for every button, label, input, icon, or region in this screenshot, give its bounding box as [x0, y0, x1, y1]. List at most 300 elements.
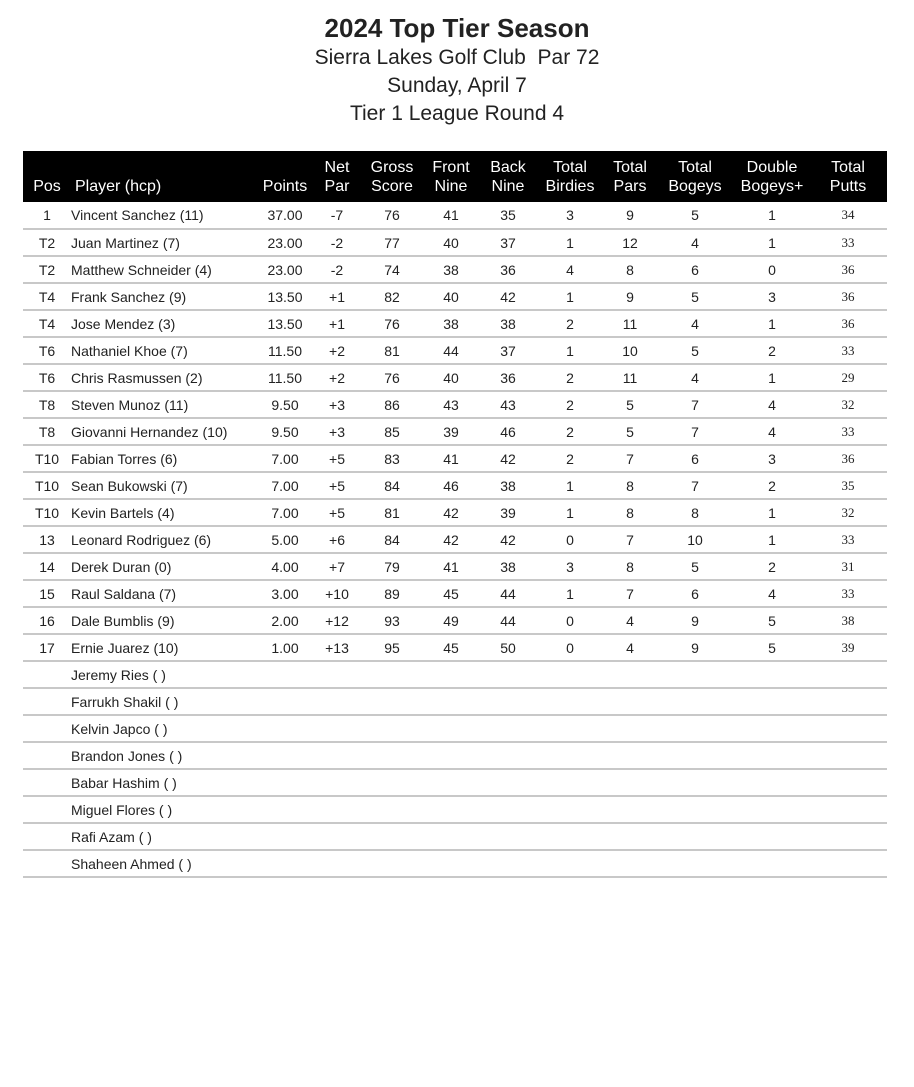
- back-nine-cell: [481, 823, 535, 850]
- points-cell: 11.50: [259, 337, 311, 364]
- pos-cell: 16: [23, 607, 71, 634]
- header-player: Player (hcp): [75, 178, 162, 195]
- gross-score-cell: [363, 850, 421, 877]
- bogeys-cell: 10: [655, 526, 735, 553]
- back-nine-cell: [481, 715, 535, 742]
- pos-cell: T6: [23, 364, 71, 391]
- double-bogeys-cell: 1: [735, 229, 809, 256]
- putts-cell: 33: [809, 418, 887, 445]
- net-par-cell: [311, 823, 363, 850]
- pos-cell: T6: [23, 337, 71, 364]
- double-bogeys-cell: 1: [735, 499, 809, 526]
- putts-cell: 31: [809, 553, 887, 580]
- putts-cell: 33: [809, 526, 887, 553]
- double-bogeys-cell: [735, 850, 809, 877]
- table-row: [23, 526, 887, 553]
- points-cell: 37.00: [259, 202, 311, 229]
- bogeys-cell: [655, 688, 735, 715]
- back-nine-cell: 38: [481, 472, 535, 499]
- double-bogeys-cell: 4: [735, 391, 809, 418]
- table-row: [23, 823, 887, 850]
- points-cell: 23.00: [259, 229, 311, 256]
- header-pos: Pos: [33, 178, 61, 195]
- double-bogeys-cell: 2: [735, 337, 809, 364]
- birdies-cell: 1: [535, 229, 605, 256]
- birdies-cell: [535, 688, 605, 715]
- birdies-cell: 2: [535, 391, 605, 418]
- bogeys-cell: [655, 850, 735, 877]
- back-nine-cell: 46: [481, 418, 535, 445]
- net-par-cell: +3: [311, 418, 363, 445]
- bogeys-cell: 5: [655, 202, 735, 229]
- player-cell: Rafi Azam ( ): [71, 823, 259, 850]
- pars-cell: 5: [605, 418, 655, 445]
- pars-cell: 5: [605, 391, 655, 418]
- player-cell: Miguel Flores ( ): [71, 796, 259, 823]
- birdies-cell: [535, 715, 605, 742]
- points-cell: 9.50: [259, 391, 311, 418]
- header-total-putts: Total Putts: [829, 159, 867, 195]
- double-bogeys-cell: 5: [735, 634, 809, 661]
- back-nine-cell: 37: [481, 337, 535, 364]
- bogeys-cell: 4: [655, 310, 735, 337]
- table-row: [23, 553, 887, 580]
- pos-cell: T10: [23, 472, 71, 499]
- table-row: [23, 283, 887, 310]
- pos-cell: T8: [23, 418, 71, 445]
- pars-cell: 10: [605, 337, 655, 364]
- table-row: [23, 202, 887, 229]
- back-nine-cell: 42: [481, 283, 535, 310]
- player-cell: Matthew Schneider (4): [71, 256, 259, 283]
- bogeys-cell: 7: [655, 472, 735, 499]
- course-name: Sierra Lakes Golf Club Par 72: [314, 46, 600, 69]
- back-nine-cell: 42: [481, 526, 535, 553]
- front-nine-cell: 42: [421, 526, 481, 553]
- gross-score-cell: 82: [363, 283, 421, 310]
- putts-cell: 33: [809, 229, 887, 256]
- pos-cell: 17: [23, 634, 71, 661]
- gross-score-cell: [363, 769, 421, 796]
- bogeys-cell: 7: [655, 391, 735, 418]
- pars-cell: 7: [605, 445, 655, 472]
- double-bogeys-cell: 3: [735, 445, 809, 472]
- points-cell: 13.50: [259, 283, 311, 310]
- table-body: [23, 202, 887, 877]
- player-cell: Vincent Sanchez (11): [71, 202, 259, 229]
- player-cell: Nathaniel Khoe (7): [71, 337, 259, 364]
- birdies-cell: [535, 661, 605, 688]
- bogeys-cell: 9: [655, 607, 735, 634]
- pars-cell: 8: [605, 472, 655, 499]
- front-nine-cell: 40: [421, 229, 481, 256]
- back-nine-cell: 42: [481, 445, 535, 472]
- pos-cell: T4: [23, 283, 71, 310]
- table-row: [23, 634, 887, 661]
- player-cell: Ernie Juarez (10): [71, 634, 259, 661]
- table-row: [23, 580, 887, 607]
- points-cell: 3.00: [259, 580, 311, 607]
- front-nine-cell: [421, 796, 481, 823]
- pos-cell: [23, 769, 71, 796]
- double-bogeys-cell: 1: [735, 310, 809, 337]
- double-bogeys-cell: [735, 742, 809, 769]
- double-bogeys-cell: 2: [735, 553, 809, 580]
- pars-cell: 11: [605, 310, 655, 337]
- putts-cell: 34: [809, 202, 887, 229]
- front-nine-cell: 41: [421, 445, 481, 472]
- pars-cell: 7: [605, 580, 655, 607]
- table-row: [23, 256, 887, 283]
- front-nine-cell: 40: [421, 283, 481, 310]
- pars-cell: 7: [605, 526, 655, 553]
- putts-cell: [809, 688, 887, 715]
- bogeys-cell: 5: [655, 553, 735, 580]
- putts-cell: [809, 823, 887, 850]
- bogeys-cell: 9: [655, 634, 735, 661]
- back-nine-cell: [481, 742, 535, 769]
- birdies-cell: 3: [535, 553, 605, 580]
- table-row: [23, 715, 887, 742]
- back-nine-cell: [481, 661, 535, 688]
- birdies-cell: 1: [535, 472, 605, 499]
- net-par-cell: +13: [311, 634, 363, 661]
- net-par-cell: +5: [311, 472, 363, 499]
- pars-cell: [605, 688, 655, 715]
- report-header: [0, 12, 914, 128]
- putts-cell: 36: [809, 445, 887, 472]
- player-cell: Babar Hashim ( ): [71, 769, 259, 796]
- table-row: [23, 607, 887, 634]
- player-cell: Steven Munoz (11): [71, 391, 259, 418]
- birdies-cell: 3: [535, 202, 605, 229]
- pars-cell: [605, 742, 655, 769]
- gross-score-cell: 93: [363, 607, 421, 634]
- player-cell: Chris Rasmussen (2): [71, 364, 259, 391]
- double-bogeys-cell: 0: [735, 256, 809, 283]
- front-nine-cell: 42: [421, 499, 481, 526]
- front-nine-cell: 49: [421, 607, 481, 634]
- table-row: [23, 472, 887, 499]
- table-row: [23, 337, 887, 364]
- player-cell: Raul Saldana (7): [71, 580, 259, 607]
- front-nine-cell: 45: [421, 580, 481, 607]
- net-par-cell: +2: [311, 337, 363, 364]
- putts-cell: [809, 715, 887, 742]
- back-nine-cell: 39: [481, 499, 535, 526]
- gross-score-cell: 84: [363, 526, 421, 553]
- gross-score-cell: 76: [363, 364, 421, 391]
- header-total-bogeys: Total Bogeys: [668, 159, 722, 195]
- birdies-cell: 1: [535, 580, 605, 607]
- pars-cell: 4: [605, 607, 655, 634]
- round-date: Sunday, April 7: [387, 74, 527, 97]
- front-nine-cell: 41: [421, 202, 481, 229]
- front-nine-cell: [421, 715, 481, 742]
- double-bogeys-cell: [735, 715, 809, 742]
- birdies-cell: [535, 850, 605, 877]
- bogeys-cell: [655, 823, 735, 850]
- double-bogeys-cell: 5: [735, 607, 809, 634]
- front-nine-cell: [421, 769, 481, 796]
- putts-cell: 39: [809, 634, 887, 661]
- putts-cell: [809, 742, 887, 769]
- birdies-cell: [535, 769, 605, 796]
- front-nine-cell: 38: [421, 310, 481, 337]
- table-row: [23, 445, 887, 472]
- gross-score-cell: 84: [363, 472, 421, 499]
- gross-score-cell: [363, 796, 421, 823]
- double-bogeys-cell: 4: [735, 418, 809, 445]
- double-bogeys-cell: [735, 661, 809, 688]
- pos-cell: [23, 796, 71, 823]
- pars-cell: 8: [605, 256, 655, 283]
- net-par-cell: [311, 742, 363, 769]
- points-cell: 1.00: [259, 634, 311, 661]
- net-par-cell: +7: [311, 553, 363, 580]
- double-bogeys-cell: 4: [735, 580, 809, 607]
- points-cell: 13.50: [259, 310, 311, 337]
- gross-score-cell: 95: [363, 634, 421, 661]
- front-nine-cell: 44: [421, 337, 481, 364]
- pars-cell: [605, 769, 655, 796]
- table-row: [23, 364, 887, 391]
- birdies-cell: 1: [535, 337, 605, 364]
- player-cell: Kevin Bartels (4): [71, 499, 259, 526]
- points-cell: 7.00: [259, 499, 311, 526]
- net-par-cell: +1: [311, 283, 363, 310]
- player-cell: Brandon Jones ( ): [71, 742, 259, 769]
- double-bogeys-cell: [735, 823, 809, 850]
- back-nine-cell: 35: [481, 202, 535, 229]
- table-row: [23, 391, 887, 418]
- table-row: [23, 310, 887, 337]
- front-nine-cell: [421, 742, 481, 769]
- double-bogeys-cell: 2: [735, 472, 809, 499]
- table-row: [23, 688, 887, 715]
- gross-score-cell: [363, 661, 421, 688]
- birdies-cell: 0: [535, 634, 605, 661]
- double-bogeys-cell: 1: [735, 526, 809, 553]
- putts-cell: 38: [809, 607, 887, 634]
- report-title: 2024 Top Tier Season: [324, 13, 590, 43]
- bogeys-cell: 6: [655, 256, 735, 283]
- front-nine-cell: [421, 661, 481, 688]
- pars-cell: 12: [605, 229, 655, 256]
- pos-cell: [23, 715, 71, 742]
- putts-cell: 32: [809, 499, 887, 526]
- table-row: [23, 850, 887, 877]
- player-cell: Shaheen Ahmed ( ): [71, 850, 259, 877]
- pars-cell: 9: [605, 202, 655, 229]
- pos-cell: [23, 688, 71, 715]
- front-nine-cell: [421, 850, 481, 877]
- pos-cell: [23, 742, 71, 769]
- pars-cell: [605, 850, 655, 877]
- gross-score-cell: 74: [363, 256, 421, 283]
- bogeys-cell: 6: [655, 445, 735, 472]
- net-par-cell: [311, 661, 363, 688]
- pos-cell: T4: [23, 310, 71, 337]
- player-cell: Farrukh Shakil ( ): [71, 688, 259, 715]
- bogeys-cell: 5: [655, 283, 735, 310]
- bogeys-cell: 5: [655, 337, 735, 364]
- front-nine-cell: [421, 688, 481, 715]
- gross-score-cell: 89: [363, 580, 421, 607]
- gross-score-cell: [363, 688, 421, 715]
- points-cell: [259, 715, 311, 742]
- putts-cell: 32: [809, 391, 887, 418]
- points-cell: 2.00: [259, 607, 311, 634]
- pos-cell: [23, 823, 71, 850]
- net-par-cell: +2: [311, 364, 363, 391]
- birdies-cell: 2: [535, 310, 605, 337]
- birdies-cell: [535, 742, 605, 769]
- header-front-nine: Front Nine: [432, 159, 470, 195]
- net-par-cell: [311, 769, 363, 796]
- putts-cell: 35: [809, 472, 887, 499]
- gross-score-cell: 86: [363, 391, 421, 418]
- net-par-cell: [311, 850, 363, 877]
- points-cell: [259, 769, 311, 796]
- pos-cell: T2: [23, 229, 71, 256]
- net-par-cell: [311, 715, 363, 742]
- pars-cell: 11: [605, 364, 655, 391]
- bogeys-cell: [655, 715, 735, 742]
- bogeys-cell: [655, 661, 735, 688]
- bogeys-cell: 7: [655, 418, 735, 445]
- front-nine-cell: 40: [421, 364, 481, 391]
- net-par-cell: +12: [311, 607, 363, 634]
- net-par-cell: +10: [311, 580, 363, 607]
- header-total-pars: Total Pars: [613, 159, 647, 195]
- points-cell: [259, 688, 311, 715]
- back-nine-cell: 36: [481, 256, 535, 283]
- points-cell: [259, 796, 311, 823]
- putts-cell: 36: [809, 283, 887, 310]
- double-bogeys-cell: [735, 688, 809, 715]
- back-nine-cell: 36: [481, 364, 535, 391]
- gross-score-cell: 81: [363, 499, 421, 526]
- points-cell: [259, 823, 311, 850]
- player-cell: Fabian Torres (6): [71, 445, 259, 472]
- back-nine-cell: 43: [481, 391, 535, 418]
- player-cell: Jose Mendez (3): [71, 310, 259, 337]
- table-row: [23, 418, 887, 445]
- double-bogeys-cell: 3: [735, 283, 809, 310]
- front-nine-cell: 43: [421, 391, 481, 418]
- bogeys-cell: [655, 769, 735, 796]
- birdies-cell: 0: [535, 526, 605, 553]
- putts-cell: [809, 661, 887, 688]
- gross-score-cell: 76: [363, 310, 421, 337]
- pars-cell: 8: [605, 553, 655, 580]
- table-row: [23, 499, 887, 526]
- bogeys-cell: 6: [655, 580, 735, 607]
- net-par-cell: -2: [311, 229, 363, 256]
- pars-cell: 9: [605, 283, 655, 310]
- points-cell: [259, 742, 311, 769]
- double-bogeys-cell: 1: [735, 364, 809, 391]
- front-nine-cell: 45: [421, 634, 481, 661]
- bogeys-cell: 4: [655, 229, 735, 256]
- table-row: [23, 661, 887, 688]
- back-nine-cell: [481, 850, 535, 877]
- back-nine-cell: 50: [481, 634, 535, 661]
- pars-cell: [605, 661, 655, 688]
- net-par-cell: +1: [311, 310, 363, 337]
- gross-score-cell: [363, 715, 421, 742]
- birdies-cell: 1: [535, 499, 605, 526]
- back-nine-cell: [481, 796, 535, 823]
- player-cell: Giovanni Hernandez (10): [71, 418, 259, 445]
- points-cell: 4.00: [259, 553, 311, 580]
- pos-cell: 13: [23, 526, 71, 553]
- header-net-par: Net Par: [324, 159, 350, 195]
- player-cell: Dale Bumblis (9): [71, 607, 259, 634]
- pars-cell: [605, 715, 655, 742]
- birdies-cell: [535, 796, 605, 823]
- header-double-bogeys: Double Bogeys+: [740, 159, 804, 195]
- birdies-cell: [535, 823, 605, 850]
- putts-cell: [809, 796, 887, 823]
- back-nine-cell: 38: [481, 310, 535, 337]
- gross-score-cell: 81: [363, 337, 421, 364]
- points-cell: 11.50: [259, 364, 311, 391]
- putts-cell: 33: [809, 580, 887, 607]
- header-points: Points: [262, 178, 308, 195]
- net-par-cell: -2: [311, 256, 363, 283]
- double-bogeys-cell: [735, 796, 809, 823]
- pos-cell: 14: [23, 553, 71, 580]
- header-total-birdies: Total Birdies: [545, 159, 595, 195]
- points-cell: 7.00: [259, 472, 311, 499]
- points-cell: 23.00: [259, 256, 311, 283]
- pos-cell: T8: [23, 391, 71, 418]
- player-cell: Frank Sanchez (9): [71, 283, 259, 310]
- pos-cell: 1: [23, 202, 71, 229]
- gross-score-cell: [363, 742, 421, 769]
- back-nine-cell: 44: [481, 607, 535, 634]
- back-nine-cell: 38: [481, 553, 535, 580]
- back-nine-cell: [481, 769, 535, 796]
- pos-cell: 15: [23, 580, 71, 607]
- double-bogeys-cell: [735, 769, 809, 796]
- birdies-cell: 2: [535, 364, 605, 391]
- round-name: Tier 1 League Round 4: [349, 102, 565, 125]
- gross-score-cell: 79: [363, 553, 421, 580]
- net-par-cell: -7: [311, 202, 363, 229]
- bogeys-cell: [655, 742, 735, 769]
- pos-cell: T10: [23, 445, 71, 472]
- table-row: [23, 742, 887, 769]
- net-par-cell: [311, 688, 363, 715]
- gross-score-cell: 76: [363, 202, 421, 229]
- front-nine-cell: 41: [421, 553, 481, 580]
- back-nine-cell: 37: [481, 229, 535, 256]
- points-cell: [259, 661, 311, 688]
- table-row: [23, 796, 887, 823]
- gross-score-cell: [363, 823, 421, 850]
- points-cell: 7.00: [259, 445, 311, 472]
- birdies-cell: 2: [535, 418, 605, 445]
- putts-cell: 29: [809, 364, 887, 391]
- player-cell: Leonard Rodriguez (6): [71, 526, 259, 553]
- bogeys-cell: [655, 796, 735, 823]
- birdies-cell: 2: [535, 445, 605, 472]
- table-row: [23, 769, 887, 796]
- player-cell: Juan Martinez (7): [71, 229, 259, 256]
